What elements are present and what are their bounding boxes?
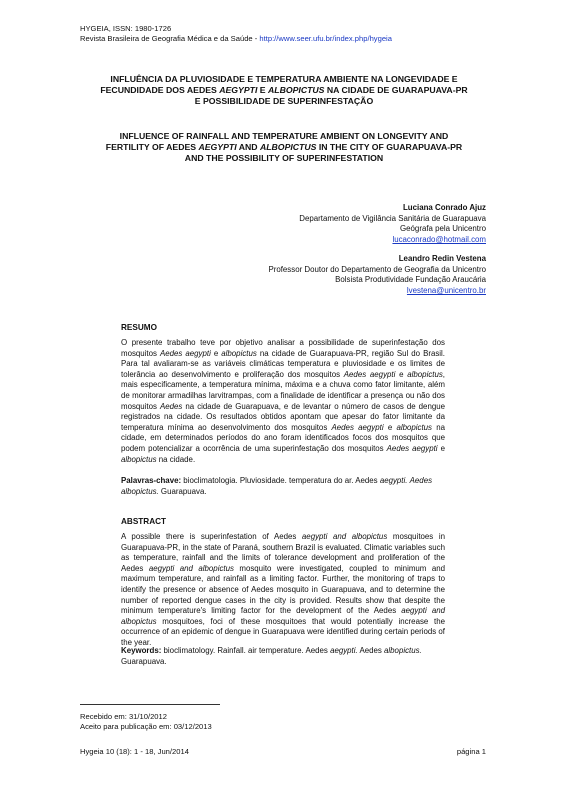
journal-issn: HYGEIA, ISSN: 1980-1726 [80,24,172,33]
title-portuguese [78,74,490,107]
author-email-link[interactable]: lucaconrado@hotmail.com [392,234,486,244]
journal-header [80,24,392,44]
resumo-heading: RESUMO [121,323,157,332]
author-2 [268,254,486,296]
accepted-date: Aceito para publicação em: 03/12/2013 [80,722,212,731]
author-1 [299,203,486,245]
journal-name-line [80,34,392,44]
footnotes [80,712,212,732]
journal-url-link[interactable]: http://www.seer.ufu.br/index.php/hygeia [259,34,392,43]
abstract-heading: ABSTRACT [121,517,167,526]
title-en-line1: INFLUENCE OF RAINFALL AND TEMPERATURE AMBIENT ON LONGEVITY AND [119,131,449,141]
author-affiliation: Professor Doutor do Departamento de Geografia da Unicentro [268,264,486,274]
author-email-link[interactable]: lvestena@unicentro.br [406,285,486,295]
author-name: Leandro Redin Vestena [398,254,486,263]
abstract-paragraph: A possible there is superinfestation of Aedes aegypti and albopictus mosquitoes in Guarapuava-PR, in the state of Paraná, southern Brazil is evaluated. Climatic variables such as temperature, rainfall and the limits of tolerance development and proliferation of the Aedes aegypti and albopictus mosquito were investigated, coupled to minimum and maximum temperature, and rainfall as a limiting factor. Further, the monitoring of traps to identify the presence or absence of Aedes mosquito in Guarapuava, and to determine the number of reported dengue cases in the city is provided. Results show that despite the minimum temperature's limiting factor for the development of the Aedes aegypti and albopictus mosquitoes, foci of these mosquitoes that would potentially increase the occurrence of an epidemic of dengue in Guarapuava were identified during certain periods of the year. [121,532,445,647]
resumo-keywords: Palavras-chave: bioclimatologia. Pluviosidade. temperatura do ar. Aedes aegypti. Aedes albopictus. Guarapuava. [121,476,433,496]
page-number: página 1 [456,747,486,756]
footnote-divider [80,704,220,705]
author-affiliation: Departamento de Vigilância Sanitária de Guarapuava [299,213,486,223]
resumo-paragraph: O presente trabalho teve por objetivo analisar a possibilidade de superinfestação dos mosquitos Aedes aegypti e albopictus na cidade de Guarapuava-PR, região Sul do Brasil. Para tal avaliaram-se as variáveis climáticas temperatura e pluviosidade e os limites de tolerância ao desenvolvimento e proliferação dos mosquitos Aedes aegypti e albopictus, mais especificamente, a temperatura mínima, máxima e a chuva como fator limitante, além de monitorar armadilhas larvitrampas, com a finalidade de identificar a presença ou não dos mosquitos Aedes na cidade de Guarapuava, e de levantar o número de casos de dengue registrados na cidade. Os resultados obtidos apontam que apesar do fator limitante da temperatura mínima ao desenvolvimento dos mosquitos Aedes aegypti e albopictus na cidade, em determinados períodos do ano foram identificados focos dos mosquitos que podem potencializar a ocorrência de uma superinfestação dos mosquitos Aedes aegypti e albopictus na cidade. [121,338,446,464]
received-date: Recebido em: 31/10/2012 [80,712,167,721]
author-affiliation: Geógrafa pela Unicentro [400,224,486,234]
title-pt-line2: FECUNDIDADE DOS AEDES AEGYPTI E ALBOPICTUS NA CIDADE DE GUARAPUAVA-PR [100,85,468,95]
author-affiliation: Bolsista Produtividade Fundação Araucária [335,275,486,285]
abstract-keywords: Keywords: bioclimatology. Rainfall. air temperature. Aedes aegypti. Aedes albopictus. Guarapuava. [121,646,422,666]
footer-citation: Hygeia 10 (18): 1 - 18, Jun/2014 [80,747,189,756]
journal-name: Revista Brasileira de Geografia Médica e da Saúde - [80,34,260,43]
title-english [78,131,490,164]
title-pt-line3: E POSSIBILIDADE DE SUPERINFESTAÇÃO [194,96,374,106]
title-en-line2: FERTILITY OF AEDES AEGYPTI AND ALBOPICTUS IN THE CITY OF GUARAPUAVA-PR [105,142,463,152]
title-pt-line1: INFLUÊNCIA DA PLUVIOSIDADE E TEMPERATURA AMBIENTE NA LONGEVIDADE E [110,74,458,84]
page-footer [80,747,486,756]
title-en-line3: AND THE POSSIBILITY OF SUPERINFESTATION [184,153,384,163]
author-name: Luciana Conrado Ajuz [402,203,486,212]
